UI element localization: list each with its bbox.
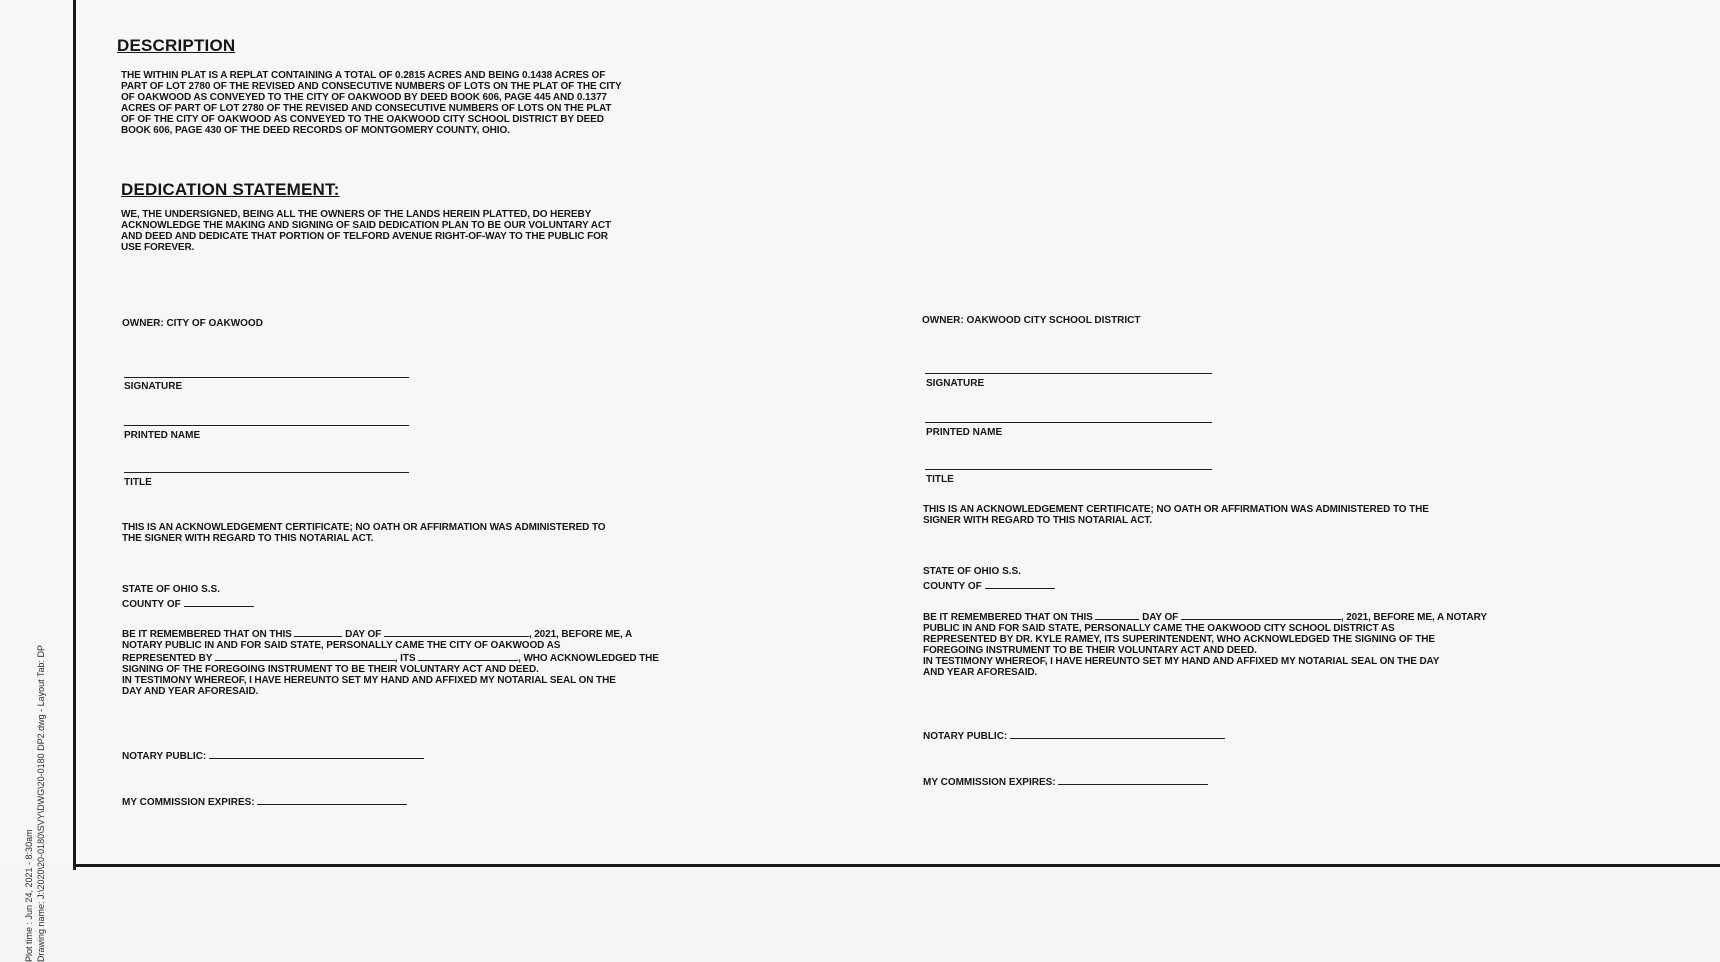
left-title-line[interactable] — [124, 472, 409, 473]
right-printed-name-label: PRINTED NAME — [926, 427, 1003, 438]
left-its-blank[interactable] — [418, 651, 518, 661]
left-remember-line-1 — [122, 627, 802, 640]
right-ack-text — [923, 504, 1643, 526]
left-remember-3a: REPRESENTED BY — [122, 653, 213, 664]
left-notary-blank[interactable] — [209, 749, 424, 759]
right-remember-line-5: IN TESTIMONY WHEREOF, I HAVE HEREUNTO SET MY HAND AND AFFIXED MY NOTARIAL SEAL ON THE DAY — [923, 656, 1440, 667]
left-represented-blank[interactable] — [215, 651, 395, 661]
sheet-border-bottom — [73, 864, 1720, 867]
left-commission-blank[interactable] — [257, 795, 407, 805]
dedication-line: USE FOREVER. — [121, 242, 195, 253]
left-county-row — [122, 597, 254, 610]
right-ack-line: THIS IS AN ACKNOWLEDGEMENT CERTIFICATE; NO OATH OR AFFIRMATION WAS ADMINISTERED TO THE — [923, 504, 1429, 515]
left-remember-line-5: IN TESTIMONY WHEREOF, I HAVE HEREUNTO SET MY HAND AND AFFIXED MY NOTARIAL SEAL ON THE — [122, 675, 616, 686]
left-notary-label: NOTARY PUBLIC: — [122, 751, 207, 762]
description-line: THE WITHIN PLAT IS A REPLAT CONTAINING A TOTAL OF 0.2815 ACRES AND BEING 0.1438 ACRES OF — [121, 70, 606, 81]
right-remember-line-3: REPRESENTED BY DR. KYLE RAMEY, ITS SUPERINTENDENT, WHO ACKNOWLEDGED THE SIGNING OF THE — [923, 634, 1435, 645]
dedication-heading: DEDICATION STATEMENT: — [121, 180, 340, 199]
left-remember-line-6: DAY AND YEAR AFORESAID. — [122, 686, 259, 697]
right-remember-1c: , 2021, BEFORE ME, A NOTARY — [1340, 612, 1487, 623]
right-remember-line-2: PUBLIC IN AND FOR SAID STATE, PERSONALLY CAME THE OAKWOOD CITY SCHOOL DISTRICT AS — [923, 623, 1395, 634]
description-line: ACRES OF PART OF LOT 2780 OF THE REVISED AND CONSECUTIVE NUMBERS OF LOTS ON THE PLAT — [121, 103, 612, 114]
right-commission-label: MY COMMISSION EXPIRES: — [923, 777, 1056, 788]
left-remember-line-2: NOTARY PUBLIC IN AND FOR SAID STATE, PERSONALLY CAME THE CITY OF OAKWOOD AS — [122, 640, 561, 651]
right-remember-1b: DAY OF — [1142, 612, 1179, 623]
left-commission-label: MY COMMISSION EXPIRES: — [122, 797, 255, 808]
right-printed-name-line[interactable] — [925, 422, 1212, 423]
right-remember-line-1 — [923, 610, 1683, 623]
left-commission-row — [122, 795, 407, 808]
left-remember-text — [122, 627, 802, 697]
right-title-label: TITLE — [926, 474, 954, 485]
left-remember-1c: , 2021, BEFORE ME, A — [528, 629, 633, 640]
right-remember-text — [923, 610, 1683, 678]
left-printed-name-line[interactable] — [124, 425, 409, 426]
right-month-blank[interactable] — [1181, 610, 1341, 620]
right-county-label: COUNTY OF — [923, 581, 982, 592]
description-line: PART OF LOT 2780 OF THE REVISED AND CONSECUTIVE NUMBERS OF LOTS ON THE PLAT OF THE CITY — [121, 81, 622, 92]
left-day-blank[interactable] — [294, 627, 342, 637]
drawing-name: Drawing name: J:\2020\20-0180\SVY\DWG\20-0180 DP2.dwg - Layout Tab: DP — [36, 644, 46, 962]
sheet-border-left — [73, 0, 76, 870]
left-signature-line[interactable] — [124, 377, 409, 378]
right-commission-row — [923, 775, 1208, 788]
right-ack-line: SIGNER WITH REGARD TO THIS NOTARIAL ACT. — [923, 515, 1152, 526]
description-heading: DESCRIPTION — [117, 36, 236, 55]
left-printed-name-label: PRINTED NAME — [124, 430, 201, 441]
left-remember-3c: , WHO ACKNOWLEDGED THE — [518, 653, 659, 664]
dedication-text — [121, 209, 761, 253]
description-text — [121, 70, 761, 136]
left-notary-row — [122, 749, 424, 762]
left-month-blank[interactable] — [384, 627, 529, 637]
right-title-line[interactable] — [925, 469, 1212, 470]
left-remember-1b: DAY OF — [345, 629, 382, 640]
left-ack-line: THIS IS AN ACKNOWLEDGEMENT CERTIFICATE; NO OATH OR AFFIRMATION WAS ADMINISTERED TO — [122, 522, 606, 533]
right-day-blank[interactable] — [1095, 610, 1139, 620]
right-notary-row — [923, 729, 1225, 742]
right-owner: OWNER: OAKWOOD CITY SCHOOL DISTRICT — [922, 315, 1141, 326]
right-state: STATE OF OHIO S.S. — [923, 566, 1021, 577]
right-county-blank[interactable] — [985, 579, 1055, 589]
left-remember-line-4: SIGNING OF THE FOREGOING INSTRUMENT TO BE THEIR VOLUNTARY ACT AND DEED. — [122, 664, 539, 675]
right-signature-line[interactable] — [925, 373, 1212, 374]
left-owner: OWNER: CITY OF OAKWOOD — [122, 318, 263, 329]
right-remember-line-6: AND YEAR AFORESAID. — [923, 667, 1038, 678]
left-remember-line-3 — [122, 651, 802, 664]
plot-info — [23, 582, 57, 962]
plot-time: Plot time : Jun 24, 2021 - 8:30am — [24, 829, 34, 962]
left-county-blank[interactable] — [184, 597, 254, 607]
right-signature-label: SIGNATURE — [926, 378, 985, 389]
left-ack-text — [122, 522, 762, 544]
right-remember-1a: BE IT REMEMBERED THAT ON THIS — [923, 612, 1093, 623]
left-ack-line: THE SIGNER WITH REGARD TO THIS NOTARIAL ACT. — [122, 533, 374, 544]
description-line: OF OF THE CITY OF OAKWOOD AS CONVEYED TO THE OAKWOOD CITY SCHOOL DISTRICT BY DEED — [121, 114, 604, 125]
description-line: OF OAKWOOD AS CONVEYED TO THE CITY OF OAKWOOD BY DEED BOOK 606, PAGE 445 AND 0.1377 — [121, 92, 607, 103]
left-remember-1a: BE IT REMEMBERED THAT ON THIS — [122, 629, 292, 640]
right-notary-blank[interactable] — [1010, 729, 1225, 739]
description-line: BOOK 606, PAGE 430 OF THE DEED RECORDS OF MONTGOMERY COUNTY, OHIO. — [121, 125, 510, 136]
left-state: STATE OF OHIO S.S. — [122, 584, 220, 595]
dedication-line: WE, THE UNDERSIGNED, BEING ALL THE OWNERS OF THE LANDS HEREIN PLATTED, DO HEREBY — [121, 209, 592, 220]
left-county-label: COUNTY OF — [122, 599, 181, 610]
right-county-row — [923, 579, 1055, 592]
left-remember-3b: , ITS — [394, 653, 416, 664]
right-notary-label: NOTARY PUBLIC: — [923, 731, 1008, 742]
right-remember-line-4: FOREGOING INSTRUMENT TO BE THEIR VOLUNTARY ACT AND DEED. — [923, 645, 1257, 656]
dedication-line: ACKNOWLEDGE THE MAKING AND SIGNING OF SAID DEDICATION PLAN TO BE OUR VOLUNTARY ACT — [121, 220, 611, 231]
left-signature-label: SIGNATURE — [124, 381, 183, 392]
right-commission-blank[interactable] — [1058, 775, 1208, 785]
left-title-label: TITLE — [124, 477, 152, 488]
dedication-line: AND DEED AND DEDICATE THAT PORTION OF TELFORD AVENUE RIGHT-OF-WAY TO THE PUBLIC FOR — [121, 231, 608, 242]
